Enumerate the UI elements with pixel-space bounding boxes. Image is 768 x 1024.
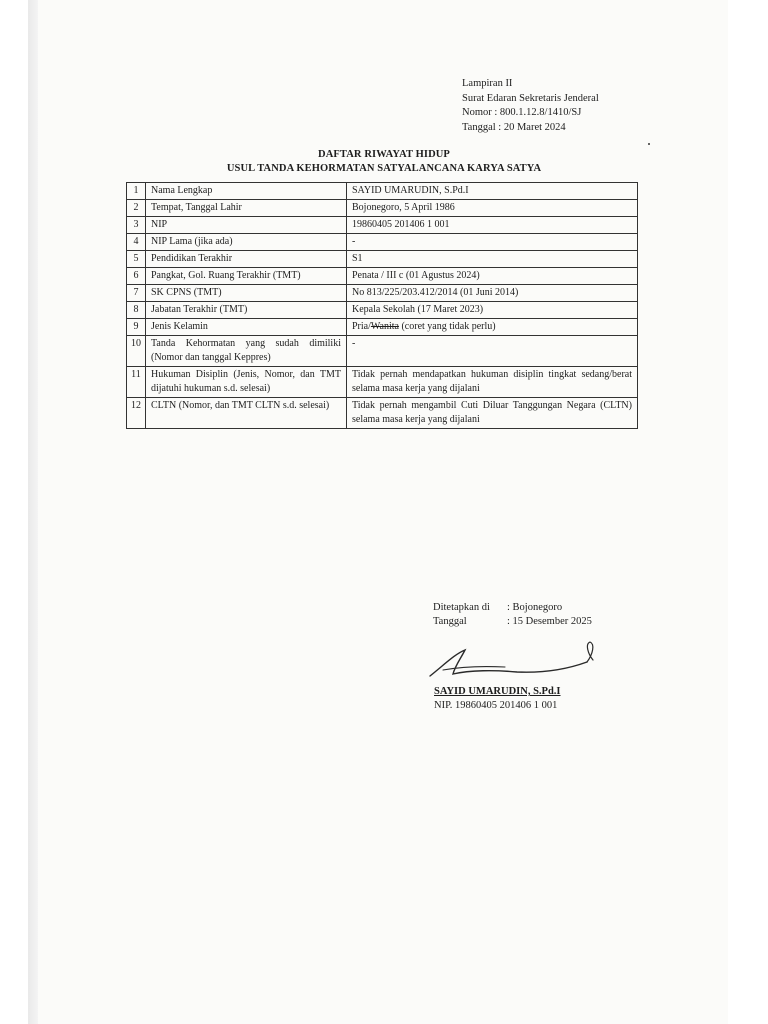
speck bbox=[648, 143, 650, 145]
row-value: - bbox=[347, 336, 638, 367]
attachment-header bbox=[462, 77, 599, 135]
place-label: Ditetapkan di bbox=[433, 602, 490, 613]
row-label: SK CPNS (TMT) bbox=[146, 285, 347, 302]
table-row bbox=[127, 200, 638, 217]
row-label: Jenis Kelamin bbox=[146, 319, 347, 336]
row-value: Penata / III c (01 Agustus 2024) bbox=[347, 268, 638, 285]
table-row bbox=[127, 336, 638, 367]
row-label: Nama Lengkap bbox=[146, 183, 347, 200]
row-number: 10 bbox=[127, 336, 146, 367]
table-row bbox=[127, 367, 638, 398]
document-title bbox=[0, 148, 768, 176]
signer-block bbox=[434, 685, 561, 713]
title-line-1: DAFTAR RIWAYAT HIDUP bbox=[318, 149, 450, 160]
table-row bbox=[127, 234, 638, 251]
table-row bbox=[127, 398, 638, 429]
row-number: 7 bbox=[127, 285, 146, 302]
header-line-3: Nomor : 800.1.12.8/1410/SJ bbox=[462, 107, 582, 118]
row-value bbox=[347, 319, 638, 336]
gender-note: (coret yang tidak perlu) bbox=[398, 321, 496, 332]
title-line-2: USUL TANDA KEHORMATAN SATYALANCANA KARYA SATYA bbox=[226, 163, 542, 174]
row-value: Bojonegoro, 5 April 1986 bbox=[347, 200, 638, 217]
biodata-table bbox=[126, 182, 638, 429]
row-number: 12 bbox=[127, 398, 146, 429]
table-row bbox=[127, 183, 638, 200]
row-label: NIP Lama (jika ada) bbox=[146, 234, 347, 251]
gender-female-struck: Wanita bbox=[370, 321, 399, 332]
table-row bbox=[127, 285, 638, 302]
row-label: NIP bbox=[146, 217, 347, 234]
header-line-2: Surat Edaran Sekretaris Jenderal bbox=[462, 92, 599, 104]
table-row bbox=[127, 268, 638, 285]
row-value: - bbox=[347, 234, 638, 251]
table-row bbox=[127, 302, 638, 319]
row-number: 3 bbox=[127, 217, 146, 234]
row-label: Tempat, Tanggal Lahir bbox=[146, 200, 347, 217]
place-value: : Bojonegoro bbox=[507, 602, 563, 613]
signer-name: SAYID UMARUDIN, S.Pd.I bbox=[434, 686, 561, 697]
row-number: 4 bbox=[127, 234, 146, 251]
date-label: Tanggal bbox=[433, 616, 467, 627]
row-number: 2 bbox=[127, 200, 146, 217]
signing-info bbox=[433, 601, 592, 629]
row-label: Pangkat, Gol. Ruang Terakhir (TMT) bbox=[146, 268, 347, 285]
header-line-1: Lampiran II bbox=[462, 78, 513, 89]
row-value: No 813/225/203.412/2014 (01 Juni 2014) bbox=[347, 285, 638, 302]
table-row bbox=[127, 217, 638, 234]
row-label: Hukuman Disiplin (Jenis, Nomor, dan TMT dijatuhi hukuman s.d. selesai) bbox=[146, 367, 347, 398]
table-row bbox=[127, 319, 638, 336]
date-value: : 15 Desember 2025 bbox=[507, 616, 592, 627]
row-value: Tidak pernah mendapatkan hukuman disiplin tingkat sedang/berat selama masa kerja yang dijalani bbox=[347, 367, 638, 398]
row-value: 19860405 201406 1 001 bbox=[347, 217, 638, 234]
date-row bbox=[433, 615, 592, 629]
header-line-4: Tanggal : 20 Maret 2024 bbox=[462, 121, 566, 133]
signer-nip: NIP. 19860405 201406 1 001 bbox=[434, 700, 558, 711]
row-label: Tanda Kehormatan yang sudah dimiliki (Nomor dan tanggal Keppres) bbox=[146, 336, 347, 367]
row-value: Tidak pernah mengambil Cuti Diluar Tanggungan Negara (CLTN) selama masa kerja yang dijalani bbox=[347, 398, 638, 429]
row-number: 6 bbox=[127, 268, 146, 285]
row-value: S1 bbox=[347, 251, 638, 268]
row-number: 1 bbox=[127, 183, 146, 200]
row-label: Pendidikan Terakhir bbox=[146, 251, 347, 268]
row-value: SAYID UMARUDIN, S.Pd.I bbox=[347, 183, 638, 200]
row-label: Jabatan Terakhir (TMT) bbox=[146, 302, 347, 319]
gender-male: Pria/ bbox=[352, 321, 371, 332]
row-number: 11 bbox=[127, 367, 146, 398]
row-number: 8 bbox=[127, 302, 146, 319]
place-row bbox=[433, 601, 592, 615]
row-label: CLTN (Nomor, dan TMT CLTN s.d. selesai) bbox=[146, 398, 347, 429]
row-number: 5 bbox=[127, 251, 146, 268]
row-number: 9 bbox=[127, 319, 146, 336]
handwritten-signature bbox=[425, 640, 615, 688]
table-row bbox=[127, 251, 638, 268]
row-value: Kepala Sekolah (17 Maret 2023) bbox=[347, 302, 638, 319]
